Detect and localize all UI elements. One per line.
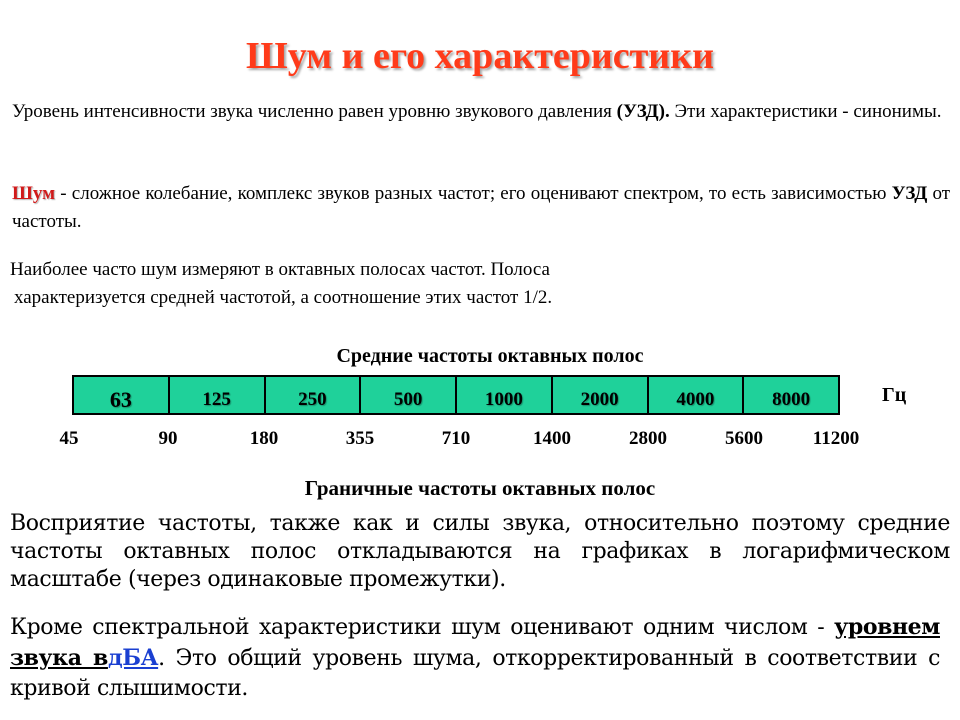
center-frequency-label: 8000 bbox=[772, 389, 811, 410]
octave-band-cell bbox=[457, 377, 553, 413]
center-frequency-label: 500 bbox=[393, 389, 423, 410]
intensity-paragraph bbox=[12, 98, 950, 126]
center-frequency-label: 2000 bbox=[580, 389, 619, 410]
uzd-term: (УЗД). bbox=[616, 101, 670, 122]
center-frequencies-heading: Средние частоты октавных полос bbox=[336, 345, 644, 367]
dba-link[interactable]: дБА bbox=[107, 645, 159, 671]
perception-paragraph: Восприятие частоты, также как и силы звука, относительно поэтому средние частоты октавных полос откладываются на графиках в логарифмическом масштабе (через одинаковые промежутки). bbox=[10, 511, 950, 592]
octave-band-line-1: Наиболее часто шум измеряют в октавных полосах частот. Полоса bbox=[10, 259, 550, 280]
boundary-frequency-label: 5600 bbox=[725, 428, 763, 449]
boundary-frequency-label: 45 bbox=[59, 428, 79, 449]
boundary-frequency-label: 2800 bbox=[629, 428, 667, 449]
intensity-text: Уровень интенсивности звука численно равен уровню звукового давления bbox=[12, 101, 612, 122]
sound-level-text-2: . Это общий уровень шума, откорректированный в соответствии с кривой слышимости. bbox=[10, 646, 940, 701]
octave-band-cell bbox=[74, 377, 170, 413]
boundary-frequencies-heading: Граничные частоты октавных полос bbox=[304, 476, 656, 500]
intensity-text-2: Эти характеристики - синонимы. bbox=[674, 101, 942, 122]
octave-band-cell bbox=[266, 377, 362, 413]
hertz-unit-label: Гц bbox=[882, 384, 907, 406]
sound-level-text: Кроме спектральной характеристики шум оценивают одним числом - bbox=[10, 615, 825, 640]
octave-band-line-2: характеризуется средней частотой, а соотношение этих частот 1/2. bbox=[14, 287, 553, 308]
boundary-frequency-label: 355 bbox=[345, 428, 375, 449]
octave-band-paragraph bbox=[10, 256, 730, 312]
noise-definition-text-2: от частоты. bbox=[12, 183, 951, 232]
sound-level-paragraph bbox=[10, 612, 940, 704]
octave-band-cell bbox=[553, 377, 649, 413]
octave-band-cell bbox=[170, 377, 266, 413]
center-frequency-label: 125 bbox=[202, 389, 231, 410]
uzd-term-2: УЗД bbox=[891, 183, 928, 204]
noise-definition-paragraph bbox=[12, 180, 950, 236]
boundary-frequency-label: 11200 bbox=[812, 428, 860, 449]
octave-band-cell bbox=[649, 377, 745, 413]
center-frequency-label: 250 bbox=[298, 389, 327, 410]
boundary-frequency-label: 710 bbox=[441, 428, 471, 449]
boundary-frequency-label: 180 bbox=[249, 428, 279, 449]
boundary-frequency-label: 1400 bbox=[533, 428, 571, 449]
octave-band-cell bbox=[744, 377, 838, 413]
noise-term: Шум bbox=[12, 183, 56, 204]
center-frequency-label: 4000 bbox=[676, 389, 715, 410]
noise-definition-text: - сложное колебание, комплекс звуков разных частот; его оценивают спектром, то есть зависимостью bbox=[60, 183, 887, 204]
octave-band-cell bbox=[361, 377, 457, 413]
center-frequency-label: 1000 bbox=[484, 389, 523, 410]
page-title: Шум и его характеристики bbox=[246, 35, 714, 77]
boundary-frequency-label: 90 bbox=[158, 428, 178, 449]
boundary-frequencies-row bbox=[0, 428, 960, 454]
center-frequency-label: 63 bbox=[109, 387, 132, 412]
sound-level-term: уровнем звука в bbox=[10, 614, 940, 671]
octave-band-strip bbox=[72, 375, 840, 415]
